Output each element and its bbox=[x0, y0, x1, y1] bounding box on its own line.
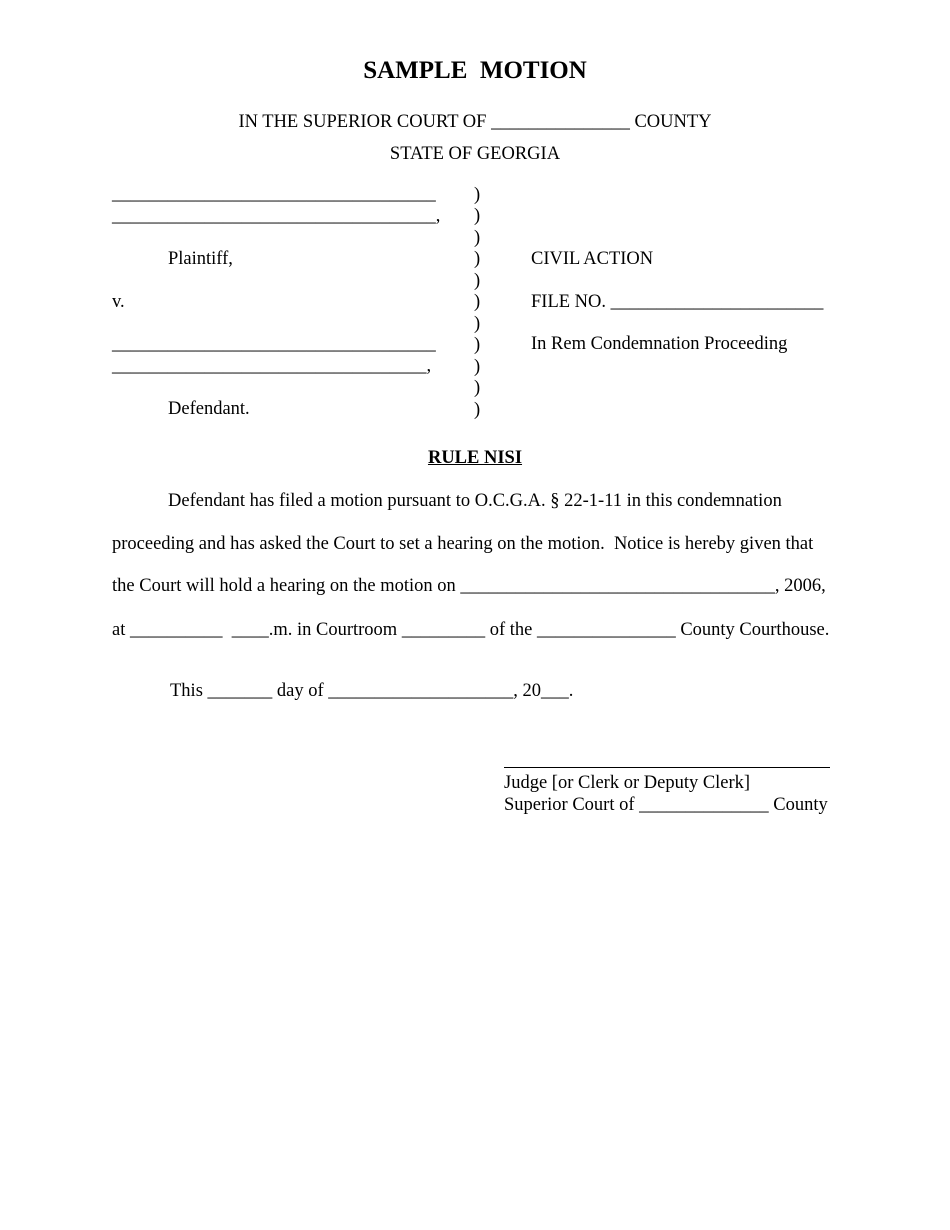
caption-paren: ) bbox=[474, 314, 481, 334]
rule-line-3: the Court will hold a hearing on the motion on __________________________________, 2006, bbox=[112, 576, 826, 596]
rule-line-1: Defendant has filed a motion pursuant to O.C.G.A. § 22-1-11 in this condemnation bbox=[168, 491, 782, 511]
plaintiff-name-blank-1: ___________________________________ bbox=[112, 184, 436, 204]
date-line: This _______ day of ____________________, 20___. bbox=[170, 681, 574, 701]
defendant-name-blank-1: ___________________________________ bbox=[112, 334, 436, 354]
rule-nisi-heading: RULE NISI bbox=[427, 448, 523, 468]
civil-action-label: CIVIL ACTION bbox=[531, 249, 654, 269]
caption-paren: ) bbox=[474, 292, 481, 312]
caption-paren: ) bbox=[474, 249, 481, 269]
caption-paren: ) bbox=[474, 206, 481, 226]
file-number-field: FILE NO. _______________________ bbox=[531, 292, 824, 312]
proceeding-type: In Rem Condemnation Proceeding bbox=[531, 334, 788, 354]
caption-paren: ) bbox=[474, 357, 481, 377]
versus-label: v. bbox=[112, 292, 125, 312]
rule-line-4: at __________ ____.m. in Courtroom _________ of the _______________ County Courthouse. bbox=[112, 620, 830, 640]
document-title: SAMPLE MOTION bbox=[363, 57, 587, 84]
caption-paren: ) bbox=[474, 185, 481, 205]
signature-line bbox=[504, 767, 830, 768]
rule-line-2: proceeding and has asked the Court to set a hearing on the motion. Notice is hereby given that bbox=[112, 534, 814, 554]
defendant-label: Defendant. bbox=[168, 399, 250, 419]
plaintiff-label: Plaintiff, bbox=[168, 249, 233, 269]
caption-paren: ) bbox=[474, 378, 481, 398]
caption-paren: ) bbox=[474, 271, 481, 291]
caption-paren: ) bbox=[474, 400, 481, 420]
signer-court: Superior Court of ______________ County bbox=[504, 795, 828, 815]
court-line: IN THE SUPERIOR COURT OF _______________ COUNTY bbox=[238, 112, 712, 132]
state-line: STATE OF GEORGIA bbox=[389, 144, 561, 164]
defendant-name-blank-2: __________________________________, bbox=[112, 356, 432, 376]
caption-paren: ) bbox=[474, 228, 481, 248]
plaintiff-name-blank-2: ___________________________________, bbox=[112, 206, 441, 226]
signer-title: Judge [or Clerk or Deputy Clerk] bbox=[504, 773, 751, 793]
caption-paren: ) bbox=[474, 335, 481, 355]
